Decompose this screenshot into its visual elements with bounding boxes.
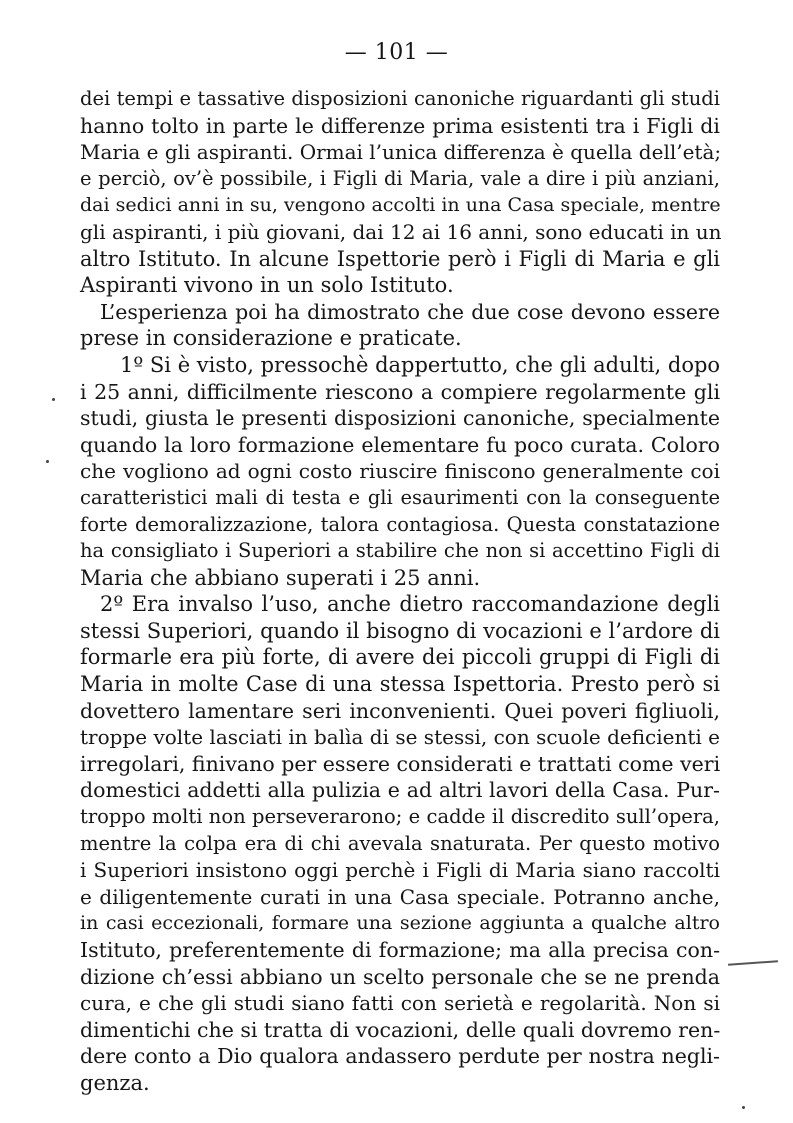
text-line: i 25 anni, difficilmente riescono a compiere regolarmente gli	[80, 379, 720, 404]
text-line: Maria in molte Case di una stessa Ispettoria. Presto però si	[80, 672, 720, 697]
text-line: cura, e che gli studi siano fatti con serietà e regolarità. Non si	[80, 991, 720, 1016]
text-line: studi, giusta le presenti disposizioni canoniche, specialmente	[80, 406, 720, 431]
text-line: ha consigliato i Superiori a stabilire che non si accettino Figli di	[80, 539, 720, 563]
text-line: troppo molti non perseverarono; e cadde il discredito sull’opera,	[80, 805, 720, 829]
text-line: forte demoralizzazione, talora contagiosa. Questa constatazione	[80, 512, 720, 536]
ink-speck	[742, 1106, 745, 1109]
text-line: formarle era più forte, di avere dei piccoli gruppi di Figli di	[80, 645, 720, 670]
text-line: stessi Superiori, quando il bisogno di vocazioni e l’ardore di	[80, 618, 720, 643]
text-line: gli aspiranti, i più giovani, dai 12 ai 16 anni, sono educati in un	[80, 219, 722, 244]
margin-pen-stroke	[728, 960, 778, 965]
text-line: in casi eccezionali, formare una sezione aggiunta a qualche altro	[80, 912, 720, 935]
text-line: hanno tolto in parte le differenze prima esistenti tra i Figli di	[80, 113, 720, 138]
text-line: che vogliono ad ogni costo riuscire finiscono generalmente coi	[80, 459, 720, 484]
text-line: dovettero lamentare seri inconvenienti. Quei poveri figliuoli,	[80, 698, 720, 723]
text-line: altro Istituto. In alcune Ispettorie però i Figli di Maria e gli	[80, 246, 720, 271]
text-line: mentre la colpa era di chi avevala snaturata. Per questo motivo	[80, 831, 720, 855]
text-line: Maria che abbiano superati i 25 anni.	[80, 565, 481, 590]
text-line: Aspiranti vivono in un solo Istituto.	[80, 273, 454, 298]
text-line: irregolari, finivano per essere considerati e trattati come veri	[80, 751, 721, 776]
text-line: genza.	[80, 1070, 150, 1095]
text-line: dimentichi che si tratta di vocazioni, delle quali dovremo ren-	[80, 1017, 721, 1042]
text-line: L’esperienza poi ha dimostrato che due cose devono essere	[100, 299, 720, 324]
text-line: e diligentemente curati in una Casa speciale. Potranno anche,	[80, 884, 720, 909]
text-line: domestici addetti alla pulizia e ad altri lavori della Casa. Pur-	[80, 778, 720, 803]
text-line: dei tempi e tassative disposizioni canoniche riguardanti gli studi	[80, 87, 720, 110]
text-line: 1º Si è visto, pressochè dappertutto, che gli adulti, dopo	[120, 352, 721, 377]
ink-speck	[46, 460, 49, 463]
text-line: dere conto a Dio qualora andassero perdute per nostra negli-	[80, 1044, 720, 1069]
text-line: troppe volte lasciati in balìa di se stessi, con scuole deficienti e	[80, 725, 720, 750]
text-line: 2º Era invalso l’uso, anche dietro raccomandazione degli	[100, 592, 720, 617]
text-line: dai sedici anni in su, vengono accolti in una Casa speciale, mentre	[80, 194, 721, 217]
page-number: — 101 —	[344, 40, 449, 65]
text-line: i Superiori insistono oggi perchè i Figli di Maria siano raccolti	[80, 858, 720, 883]
text-line: quando la loro formazione elementare fu poco curata. Coloro	[80, 432, 720, 457]
text-line: Istituto, preferentemente di formazione; ma alla precisa con-	[80, 938, 720, 962]
text-line: caratteristici mali di testa e gli esaurimenti con la conseguente	[80, 485, 720, 509]
text-line: Maria e gli aspiranti. Ormai l’unica differenza è quella dell’età;	[80, 140, 722, 165]
text-line: prese in considerazione e praticate.	[80, 326, 462, 351]
text-line: dizione ch’essi abbiano un scelto personale che se ne prenda	[80, 964, 720, 989]
text-line: e perciò, ov’è possibile, i Figli di Maria, vale a dire i più anziani,	[80, 166, 720, 190]
ink-speck	[52, 398, 55, 401]
body-text	[80, 86, 720, 1097]
